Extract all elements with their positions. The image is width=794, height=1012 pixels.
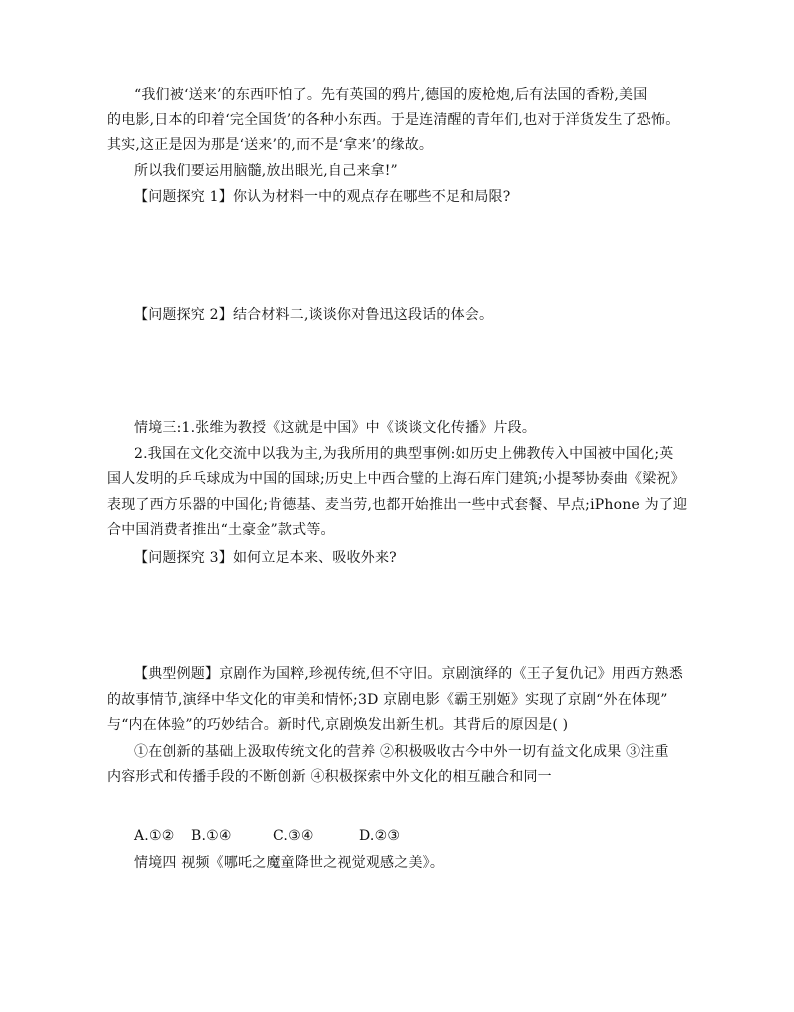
example-line-3: 与“内在体验”的巧妙结合。新时代,京剧焕发出新生机。其背后的原因是( ) bbox=[107, 717, 569, 733]
scene3-line-2: 2.我国在文化交流中以我为主,为我所用的典型事例:如历史上佛教传入中国被中国化;英 bbox=[134, 446, 674, 462]
material2-line-4: 所以我们要运用脑髓,放出眼光,自己来拿!” bbox=[134, 163, 398, 179]
question-explore-3: 【问题探究 3】如何立足本来、吸收外来? bbox=[134, 550, 397, 566]
scene4-line: 情境四 视频《哪吒之魔童降世之视觉观感之美》。 bbox=[134, 855, 445, 871]
answer-options bbox=[134, 826, 400, 846]
option-c[interactable]: C.③④ bbox=[273, 828, 314, 844]
scene3-line-4: 表现了西方乐器的中国化;肯德基、麦当劳,也都开始推出一些中式套餐、早点;iPhone 为了迎 bbox=[107, 497, 688, 513]
question-explore-2: 【问题探究 2】结合材料二,谈谈你对鲁迅这段话的体会。 bbox=[134, 307, 494, 323]
question-explore-1: 【问题探究 1】你认为材料一中的观点存在哪些不足和局限? bbox=[134, 189, 511, 205]
example-statement-2: 内容形式和传播手段的不断创新 ④积极探索中外文化的相互融合和同一 bbox=[107, 769, 552, 785]
scene3-line-5: 合中国消费者推出“土豪金”款式等。 bbox=[107, 522, 335, 538]
example-line-2: 的故事情节,演绎中华文化的审美和情怀;3D 京剧电影《霸王别姬》实现了京剧“外在体现” bbox=[107, 692, 668, 708]
material2-line-1: “我们被‘送来’的东西吓怕了。先有英国的鸦片,德国的废枪炮,后有法国的香粉,美国 bbox=[134, 87, 648, 103]
example-line-1: 【典型例题】京剧作为国粹,珍视传统,但不守旧。京剧演绎的《王子复仇记》用西方熟悉 bbox=[134, 666, 683, 682]
scene3-line-1: 情境三:1.张维为教授《这就是中国》中《谈谈文化传播》片段。 bbox=[134, 420, 537, 436]
example-statement-1: ①在创新的基础上汲取传统文化的营养 ②积极吸收古今中外一切有益文化成果 ③注重 bbox=[134, 744, 669, 760]
option-d[interactable]: D.②③ bbox=[359, 828, 401, 844]
material2-line-2: 的电影,日本的印着‘完全国货’的各种小东西。于是连清醒的青年们,也对于洋货发生了恐怖。 bbox=[107, 112, 680, 128]
option-b[interactable]: B.①④ bbox=[191, 828, 232, 844]
material2-line-3: 其实,这正是因为那是‘送来’的,而不是‘拿来’的缘故。 bbox=[107, 137, 434, 153]
scene3-line-3: 国人发明的乒乓球成为中国的国球;历史上中西合璧的上海石库门建筑;小提琴协奏曲《梁祝》 bbox=[107, 471, 685, 487]
option-a[interactable]: A.①② bbox=[134, 828, 175, 844]
